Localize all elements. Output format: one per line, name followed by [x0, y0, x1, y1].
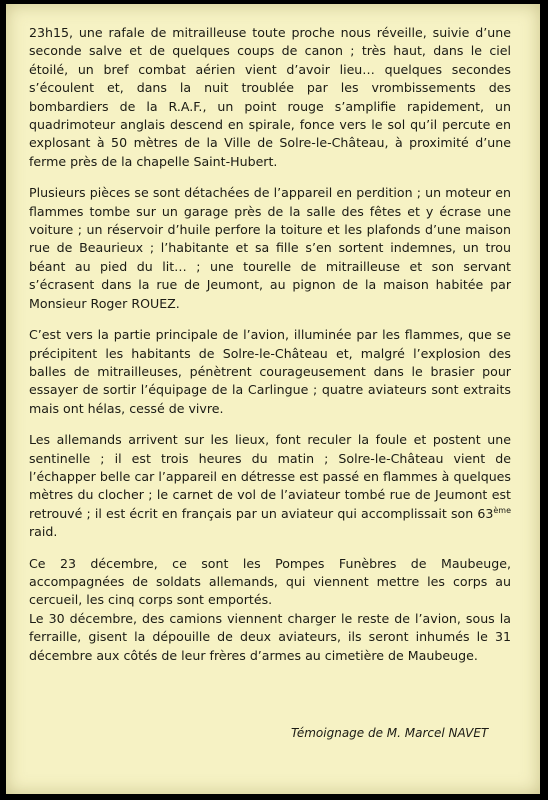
document-body	[29, 24, 511, 678]
paragraph-1: 23h15, une rafale de mitrailleuse toute proche nous réveille, suivie d’une seconde salve et de quelques coups de canon ; très haut, dans le ciel étoilé, un bref combat aérien vient d’avoir lieu… quelques secondes s’écoulent et, dans la nuit troublée par les vrombissements des bombardiers de la R.A.F., un point rouge s’amplifie rapidement, un quadrimoteur anglais descend en spirale, fonce vers le sol qu’il percute en explosant à 50 mètres de la Ville de Solre-le-Château, à proximité d’une ferme près de la chapelle Saint-Hubert.	[29, 25, 511, 169]
paragraph-4-text: Les allemands arrivent sur les lieux, font reculer la foule et postent une sentinelle ; il est trois heures du matin ; Solre-le-Château vient de l’échapper belle car l’appareil en détresse est passé en flammes à quelques mètres du clocher ; le carnet de vol de l’aviateur tombé rue de Jeumont est retrouvé ; il est écrit en français par un aviateur qui accomplissait son 63	[29, 432, 511, 521]
paragraph-2: Plusieurs pièces se sont détachées de l’appareil en perdition ; un moteur en flammes tombe sur un garage près de la salle des fêtes et y écrase une voiture ; un réservoir d’huile perfore la toiture et les plafonds d’une maison rue de Beaurieux ; l’habitante et sa fille s’en sortent indemnes, un trou béant au pied du lit… ; une tourelle de mitrailleuse et son servant s’écrasent dans la rue de Jeumont, au pignon de la maison habitée par Monsieur Roger ROUEZ.	[29, 185, 511, 311]
paragraph-4-end: raid.	[29, 524, 58, 540]
paragraph-4	[29, 431, 511, 541]
paragraph-5: Ce 23 décembre, ce sont les Pompes Funèbres de Maubeuge, accompagnées de soldats allemands, qui viennent mettre les corps au cercueil, les cinq corps sont emportés.	[29, 555, 511, 608]
signature-line: Témoignage de M. Marcel NAVET	[291, 726, 489, 740]
paragraph-3: C’est vers la partie principale de l’avion, illuminée par les flammes, que se précipitent les habitants de Solre-le-Château et, malgré l’explosion des balles de mitrailleuses, pénètrent courageusement dans le brasier pour essayer de sortir l’équipage de la Carlingue ; quatre aviateurs sont extraits mais ont hélas, cessé de vivre.	[29, 327, 511, 416]
paragraph-6: Le 30 décembre, des camions viennent charger le reste de l’avion, sous la ferraille, gisent la dépouille de deux aviateurs, ils seront inhumés le 31 décembre aux côtés de leur frères d’armes au cimetière de Maubeuge.	[29, 610, 511, 663]
ordinal-superscript: ème	[493, 505, 511, 515]
document-page	[6, 4, 540, 794]
